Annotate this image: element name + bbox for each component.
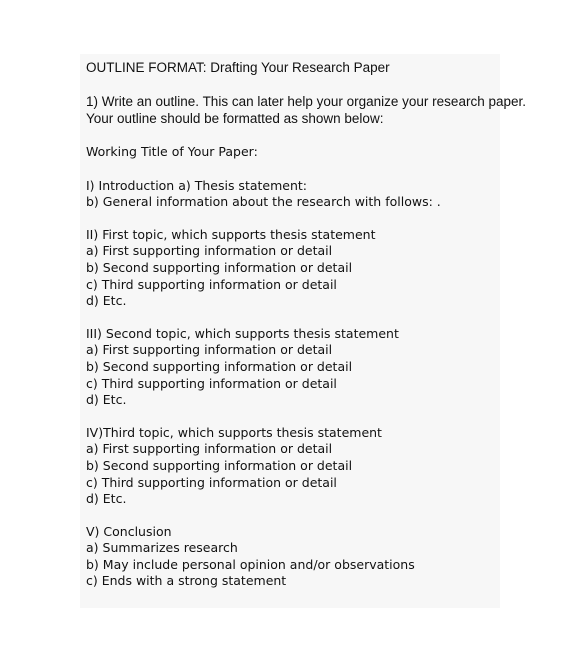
section-item: d) Etc.	[86, 392, 127, 408]
section-item: a) First supporting information or detail	[86, 243, 333, 259]
intro-line-2: Your outline should be formatted as shown below:	[86, 111, 384, 126]
section-item: c) Ends with a strong statement	[86, 573, 287, 589]
section-item: d) Etc.	[86, 293, 127, 309]
section-heading-third-topic: IV)Third topic, which supports thesis statement	[86, 424, 382, 440]
section-item: b) Second supporting information or detail	[86, 358, 353, 374]
working-title-label: Working Title of Your Paper:	[86, 144, 258, 159]
section-item: b) May include personal opinion and/or observations	[86, 556, 415, 572]
section-item: b) Second supporting information or detail	[86, 457, 353, 473]
section-heading-second-topic: III) Second topic, which supports thesis statement	[86, 325, 399, 341]
document-page	[80, 54, 526, 608]
section-item: b) Second supporting information or detail	[86, 259, 353, 275]
section-heading-first-topic: II) First topic, which supports thesis statement	[86, 226, 376, 242]
section-item: a) Summarizes research	[86, 540, 238, 556]
section-item: c) Third supporting information or detail	[86, 375, 337, 391]
section-item: a) First supporting information or detail	[86, 342, 333, 358]
section-item: c) Third supporting information or detail	[86, 474, 337, 490]
document-body	[86, 59, 526, 590]
section-item: b) General information about the research with follows: .	[86, 194, 441, 210]
document-title: OUTLINE FORMAT: Drafting Your Research Paper	[86, 60, 390, 75]
intro-line-1: 1) Write an outline. This can later help your organize your research paper.	[86, 94, 526, 109]
section-heading-introduction: I) Introduction a) Thesis statement:	[86, 177, 308, 193]
section-heading-conclusion: V) Conclusion	[86, 523, 172, 539]
section-item: a) First supporting information or detail	[86, 441, 333, 457]
section-item: d) Etc.	[86, 491, 127, 507]
section-item: c) Third supporting information or detail	[86, 276, 337, 292]
